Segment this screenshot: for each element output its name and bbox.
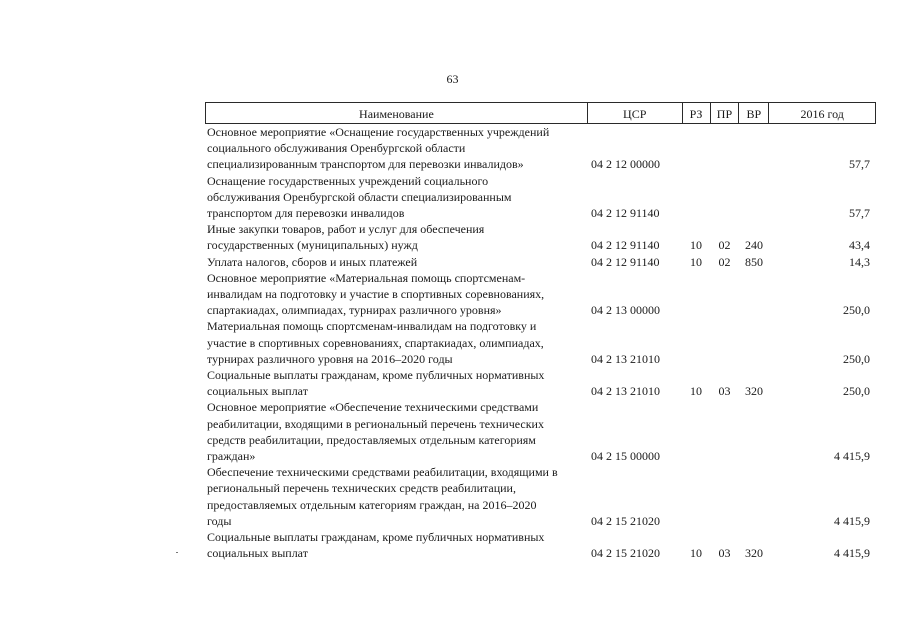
row-name-line: Обеспечение техническими средствами реабилитации, входящими в [207, 465, 558, 480]
row-rz: 10 [690, 254, 702, 269]
table-row [205, 221, 876, 253]
row-name-line: участие в спортивных соревнованиях, спартакиадах, олимпиадах, [207, 335, 544, 350]
row-name [205, 464, 587, 529]
row-name [205, 221, 587, 253]
row-sum: 4 415,9 [834, 513, 870, 528]
row-vr: 850 [745, 254, 763, 269]
row-rz: 10 [690, 384, 702, 399]
table-body [205, 124, 876, 561]
row-csr: 04 2 15 00000 [591, 449, 660, 464]
row-sum: 14,3 [849, 254, 870, 269]
row-csr: 04 2 12 91140 [591, 206, 660, 221]
row-name [205, 399, 587, 464]
row-name-line: граждан» [207, 449, 256, 464]
row-name-line: обслуживания Оренбургской области специализированным [207, 189, 512, 204]
row-sum: 4 415,9 [834, 546, 870, 561]
row-name-line: реабилитации, входящими в региональный перечень технических [207, 416, 544, 431]
table-row [205, 399, 876, 464]
row-csr: 04 2 12 91140 [591, 238, 660, 253]
row-name-line: социальных выплат [207, 546, 308, 561]
row-sum: 4 415,9 [834, 449, 870, 464]
row-pr: 02 [718, 238, 731, 253]
budget-table [205, 102, 876, 561]
row-name [205, 529, 587, 561]
row-sum: 250,0 [843, 303, 870, 318]
row-sum: 57,7 [849, 206, 870, 221]
row-vr: 240 [745, 238, 763, 253]
table-row [205, 173, 876, 222]
row-name-line: Материальная помощь спортсменам-инвалидам на подготовку и [207, 319, 537, 334]
row-rz: 10 [690, 238, 702, 253]
row-pr: 03 [718, 384, 731, 399]
row-csr: 04 2 12 00000 [591, 157, 660, 172]
table-row [205, 318, 876, 367]
row-name-line: турнирах различного уровня на 2016–2020 годы [207, 351, 453, 366]
row-name-line: социального обслуживания Оренбургской области [207, 141, 466, 156]
row-sum: 250,0 [843, 384, 870, 399]
row-name-line: Оснащение государственных учреждений социального [207, 173, 489, 188]
header-csr: ЦСР [587, 103, 682, 123]
row-name-line: Основное мероприятие «Обеспечение техническими средствами [207, 400, 539, 415]
table-row [205, 270, 876, 319]
row-name-line: государственных (муниципальных) нужд [207, 238, 418, 253]
table-row [205, 124, 876, 173]
row-name [205, 173, 587, 222]
row-sum: 43,4 [849, 238, 870, 253]
table-row [205, 254, 876, 270]
row-name-line: Уплата налогов, сборов и иных платежей [207, 254, 418, 269]
table-row [205, 464, 876, 529]
row-pr: 02 [718, 254, 731, 269]
row-sum: 57,7 [849, 157, 870, 172]
row-name-line: региональный перечень технических средств реабилитации, [207, 481, 516, 496]
row-vr: 320 [745, 546, 763, 561]
row-sum: 250,0 [843, 351, 870, 366]
row-name-line: инвалидам на подготовку и участие в спортивных соревнованиях, [207, 287, 545, 302]
row-name-line: средств реабилитации, предоставляемых отдельным категориям [207, 432, 536, 447]
header-name: Наименование [359, 107, 434, 121]
row-name-line: социальных выплат [207, 384, 308, 399]
row-name-line: специализированным транспортом для перевозки инвалидов» [207, 157, 524, 172]
row-csr: 04 2 15 21020 [591, 546, 660, 561]
header-rz: РЗ [682, 103, 710, 123]
row-name [205, 270, 587, 319]
row-name-line: Основное мероприятие «Материальная помощь спортсменам- [207, 270, 526, 285]
row-csr: 04 2 13 00000 [591, 303, 660, 318]
row-name-line: Основное мероприятие «Оснащение государственных учреждений [207, 125, 550, 139]
row-rz: 10 [690, 546, 702, 561]
row-csr: 04 2 12 91140 [591, 254, 660, 269]
stray-mark [176, 552, 178, 553]
row-name-line: транспортом для перевозки инвалидов [207, 206, 405, 221]
page-number: 63 [446, 72, 459, 86]
row-csr: 04 2 15 21020 [591, 513, 660, 528]
row-name [205, 124, 587, 173]
header-pr: ПР [710, 103, 739, 123]
row-name [205, 254, 587, 270]
row-pr: 03 [718, 546, 731, 561]
row-name-line: Иные закупки товаров, работ и услуг для обеспечения [207, 222, 485, 237]
header-vr: ВР [738, 103, 768, 123]
row-name-line: предоставляемых отдельным категориям граждан, на 2016–2020 [207, 497, 537, 512]
row-vr: 320 [745, 384, 763, 399]
row-name-line: Социальные выплаты гражданам, кроме публичных нормативных [207, 368, 545, 383]
table-row [205, 367, 876, 399]
row-name-line: спартакиадах, олимпиадах, турнирах различного уровня» [207, 303, 502, 318]
table-header [205, 102, 876, 124]
row-csr: 04 2 13 21010 [591, 351, 660, 366]
header-year: 2016 год [768, 103, 875, 123]
table-row [205, 529, 876, 561]
row-csr: 04 2 13 21010 [591, 384, 660, 399]
row-name [205, 318, 587, 367]
row-name-line: Социальные выплаты гражданам, кроме публичных нормативных [207, 530, 545, 545]
row-name-line: годы [207, 513, 232, 528]
row-name [205, 367, 587, 399]
